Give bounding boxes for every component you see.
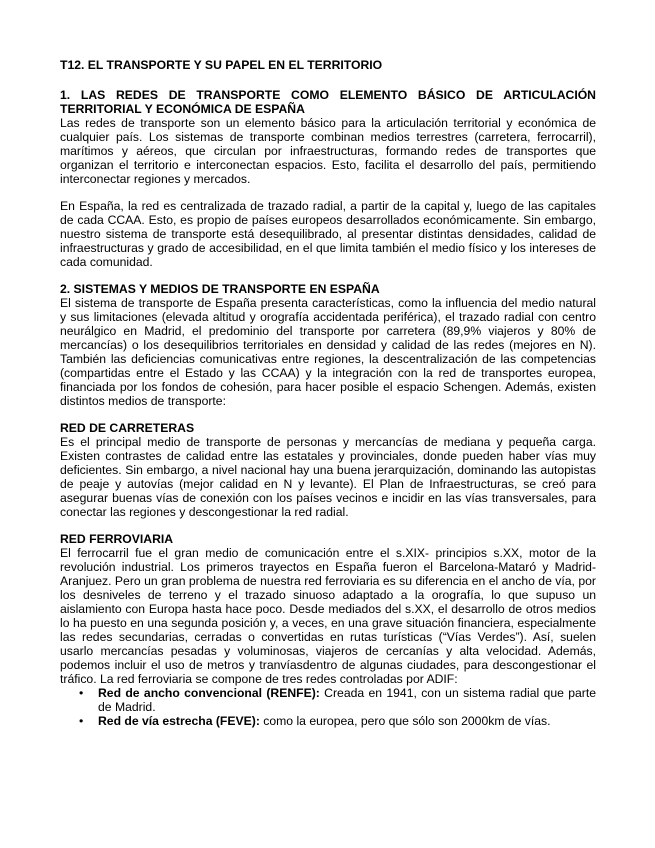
paragraph-spacer — [60, 186, 596, 199]
section-spacer — [60, 408, 596, 421]
paragraph: El ferrocarril fue el gran medio de comunicación entre el s.XIX- principios s.XX, motor de la revolución industrial. Los primeros trayectos en España fueron el Barcelona-Mataró y Madrid-Aranjuez. Pero un gran problema de nuestra red ferroviaria es su diferencia en el ancho de vía, por los desniveles de terreno y el trazado sinuoso adaptado a la orografía, lo que supuso un aislamiento con Europa hasta hace poco. Desde mediados del s.XX, el desarrollo de otros medios lo ha puesto en una segunda posición y, a veces, en una grave situación financiera, especialmente las redes secundarias, cerradas o convertidas en rutas turísticas (“Vías Verdes”). Así, suelen usarlo mercancías pesadas y voluminosas, viajeros de cercanías y alta velocidad. Además, podemos incluir el uso de metros y tranvíasdentro de algunas ciudades, para descongestionar el tráfico. La red ferroviaria se compone de tres redes controladas por ADIF: — [60, 546, 596, 686]
paragraph: El sistema de transporte de España presenta características, como la influencia del medio natural y sus limitaciones (elevada altitud y orografía accidentada periférica), el trazado radial con centro neurálgico en Madrid, el predominio del transporte por carretera (89,9% viajeros y 80% de mercancías) o los desequilibrios territoriales en densidad y calidad de las redes (mejores en N). También las deficiencias comunicativas entre regiones, la descentralización de las competencias (compartidas entre el Estado y las CCAA) y la integración con la red de transportes europea, financiada por los fondos de cohesión, para hacer posible el espacio Schengen. Además, existen distintos medios de transporte: — [60, 296, 596, 408]
subsection-heading: RED DE CARRETERAS — [60, 421, 195, 435]
paragraph: En España, la red es centralizada de trazado radial, a partir de la capital y, luego de las capitales de cada CCAA. Esto, es propio de países europeos desarrollados económicamente. Sin embargo, nuestro sistema de transporte está desequilibrado, al presentar distintas densidades, calidad de infraestructuras y grado de accesibilidad, en el que limita también el medio físico y los intereses de cada comunidad. — [60, 199, 596, 269]
list-item-term: Red de ancho convencional (RENFE): — [98, 686, 320, 700]
section-spacer — [60, 519, 596, 532]
document-page — [60, 58, 596, 728]
section-heading: 1. LAS REDES DE TRANSPORTE COMO ELEMENTO BÁSICO DE ARTICULACIÓN TERRITORIAL Y ECONÓMICA DE ESPAÑA — [60, 88, 596, 116]
paragraph: Las redes de transporte son un elemento básico para la articulación territorial y económica de cualquier país. Los sistemas de transporte combinan medios terrestres (carretera, ferrocarril), marítimos y aéreos, que circulan por infraestructuras, formando redes de transportes que organizan el territorio e interconectan espacios. Esto, facilita el desarrollo del país, permitiendo interconectar regiones y mercados. — [60, 116, 596, 186]
bullet-list — [60, 686, 596, 728]
section-spacer — [60, 269, 596, 282]
paragraph: Es el principal medio de transporte de personas y mercancías de mediana y pequeña carga. Existen contrastes de calidad entre las estatales y provinciales, donde pueden haber vías muy deficientes. Sin embargo, a nivel nacional hay una buena jerarquización, dominando las autopistas de peaje y autovías (mejor calidad en N y levante). El Plan de Infraestructuras, se creó para asegurar buenas vías de conexión con los países vecinos e incidir en las vías transversales, para conectar las regiones y descongestionar la red radial. — [60, 435, 596, 519]
list-item-term: Red de vía estrecha (FEVE): — [98, 714, 260, 728]
list-item — [60, 714, 596, 728]
list-item-text: como la europea, pero que sólo son 2000km de vías. — [259, 714, 551, 728]
section-heading: 2. SISTEMAS Y MEDIOS DE TRANSPORTE EN ESPAÑA — [60, 282, 380, 296]
list-item-text: Creada en 1941, con un sistema radial que parte de Madrid. — [98, 686, 596, 714]
list-item — [60, 686, 596, 714]
document-title: T12. EL TRANSPORTE Y SU PAPEL EN EL TERRITORIO — [60, 58, 383, 72]
bullet-marker: • — [79, 714, 84, 728]
subsection-heading: RED FERROVIARIA — [60, 532, 174, 546]
bullet-marker: • — [79, 686, 84, 700]
